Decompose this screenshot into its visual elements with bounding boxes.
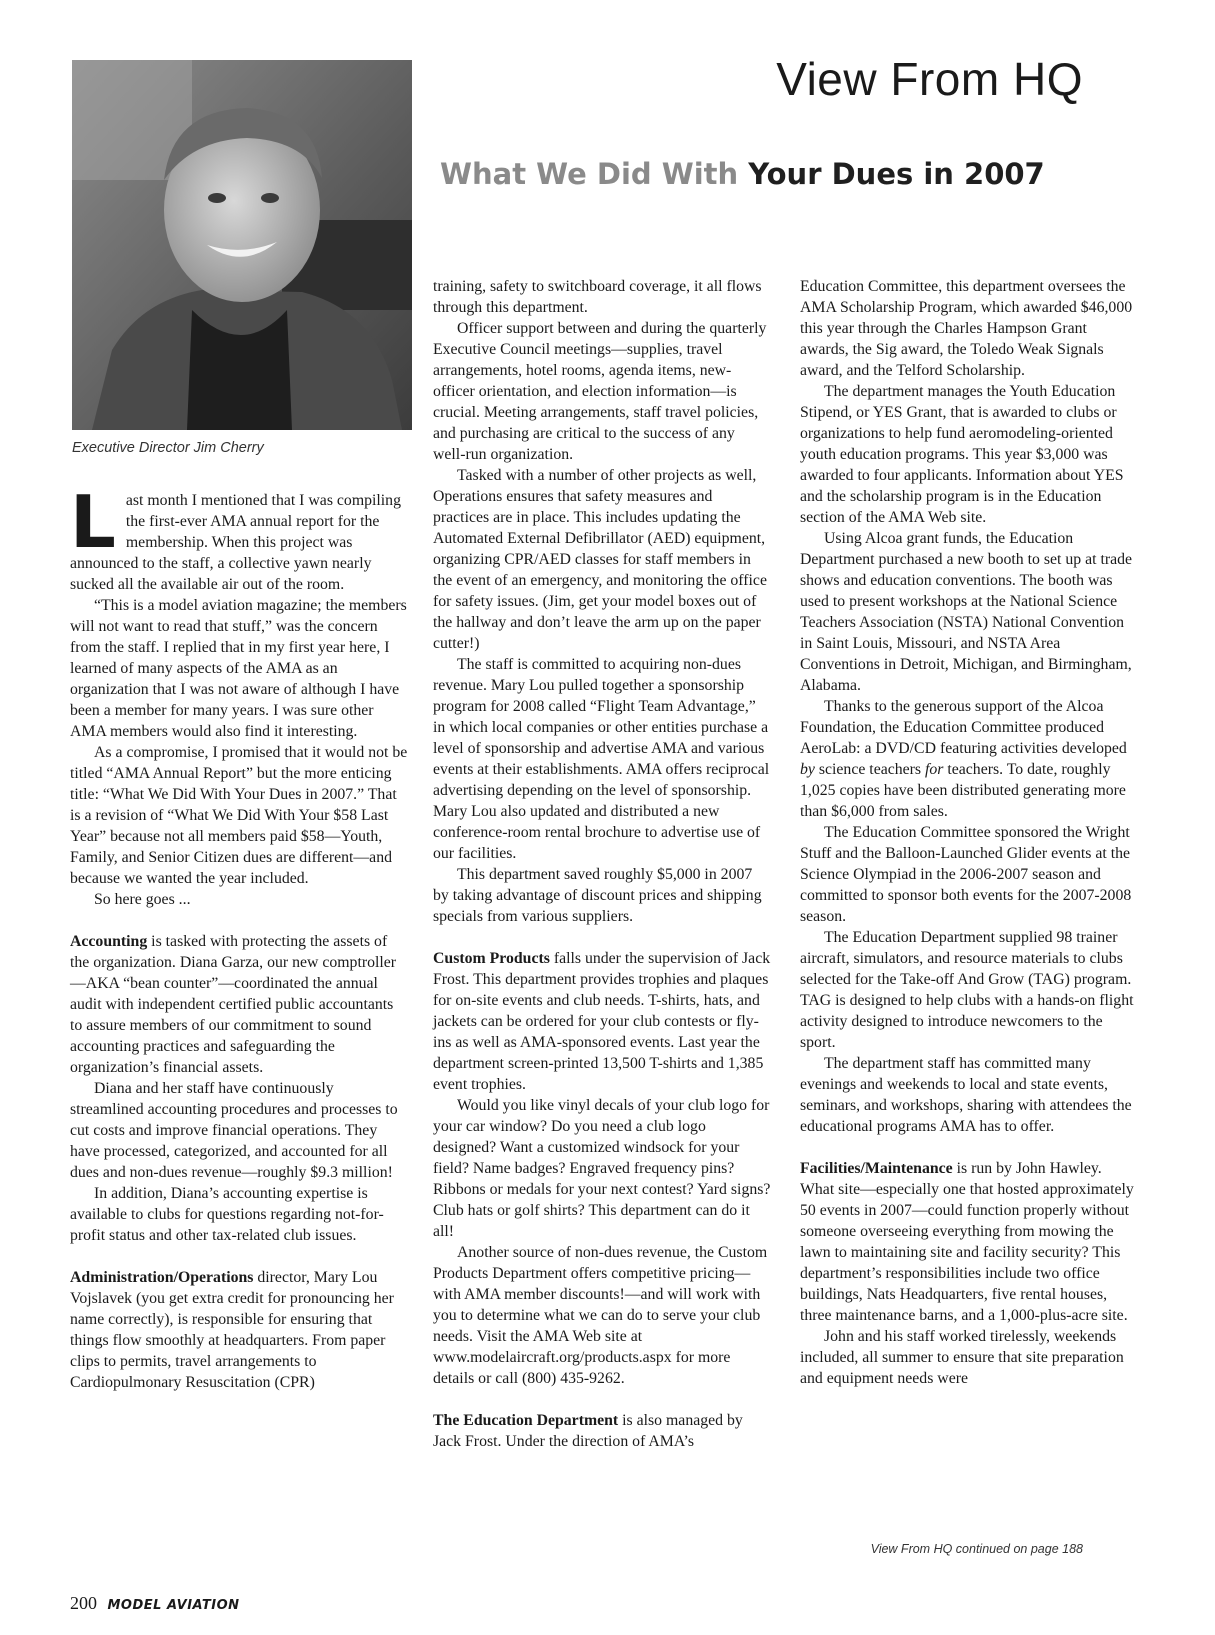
page-footer (70, 1593, 240, 1614)
subhead-administration: Administration/Operations (70, 1269, 254, 1286)
subhead-facilities: Facilities/Maintenance (800, 1160, 953, 1177)
article-column-3 (800, 276, 1138, 1389)
paragraph-custom-products: Custom Products falls under the supervision of Jack Frost. This department provides trophies and plaques for on-site events and club needs. T-shirts, hats, and jackets can be ordered for your club contests or fly-ins as well as AMA-sponsored events. Last year the department screen-printed 13,500 T-shirts and 1,385 event trophies. (433, 950, 771, 1093)
paragraph: The Education Department supplied 98 trainer aircraft, simulators, and resource materials to clubs selected for the Take-off And Grow (TAG) program. TAG is designed to help clubs with a hands-on flight activity designed to introduce newcomers to the sport. (800, 929, 1134, 1051)
section-title: View From HQ (776, 53, 1083, 105)
article-column-2 (433, 276, 771, 1452)
paragraph-education: The Education Department is also managed by Jack Frost. Under the direction of AMA’s (433, 1412, 743, 1450)
paragraph-facilities: Facilities/Maintenance is run by John Hawley. What site—especially one that hosted approximately 50 events in 2007—could function properly without someone overseeing everything from mowing the lawn to maintaining site and facility security? This department’s responsibilities include two office buildings, Nats Headquarters, five rental houses, three maintenance barns, and a 1,000-plus-acre site. (800, 1160, 1134, 1324)
paragraph: The department staff has committed many evenings and weekends to local and state events, seminars, and workshops, sharing with attendees the educational programs AMA has to offer. (800, 1055, 1132, 1135)
paragraph: The staff is committed to acquiring non-dues revenue. Mary Lou pulled together a sponsorship program for 2008 called “Flight Team Advantage,” in which local companies or other entities purchase a level of sponsorship and advertise AMA and various events at their establishments. AMA offers reciprocal advertising depending on the level of sponsorship. Mary Lou also updated and distributed a new conference-room rental brochure to advertise use of our facilities. (433, 656, 770, 862)
paragraph-administration: Administration/Operations director, Mary Lou Vojslavek (you get extra credit for pronouncing her name correctly), is responsible for ensuring that things flow smoothly at headquarters. From paper clips to permits, travel arrangements to Cardiopulmonary Resuscitation (CPR) (70, 1269, 394, 1391)
paragraph-accounting: Accounting is tasked with protecting the assets of the organization. Diana Garza, our new comptroller—AKA “bean counter”—coordinated the annual audit with independent certified public accountants to assure members of our commitment to sound accounting practices and safeguarding the organization’s financial assets. (70, 933, 397, 1076)
paragraph: In addition, Diana’s accounting expertise is available to clubs for questions regarding not-for-profit status and other tax-related club issues. (70, 1185, 384, 1244)
paragraph: Using Alcoa grant funds, the Education Department purchased a new booth to set up at trade shows and education conventions. The booth was used to present workshops at the National Science Teachers Association (NSTA) National Convention in Saint Louis, Missouri, and NSTA Area Conventions in Detroit, Michigan, and Birmingham, Alabama. (800, 530, 1133, 694)
paragraph: “This is a model aviation magazine; the members will not want to read that stuff,” was the concern from the staff. I replied that in my first year here, I learned of many aspects of the AMA as an organization that I was not aware of although I have been a member for many years. I was sure other AMA members would also find it interesting. (70, 597, 407, 740)
paragraph: Officer support between and during the quarterly Executive Council meetings—supplies, travel arrangements, hotel rooms, agenda items, new-officer orientation, and election information—is crucial. Meeting arrangements, staff travel policies, and purchasing are critical to the success of any well-run organization. (433, 320, 767, 463)
subhead-education: The Education Department (433, 1412, 619, 1429)
page-number: 200 (70, 1593, 97, 1613)
paragraph: Thanks to the generous support of the Alcoa Foundation, the Education Committee produced AeroLab: a DVD/CD featuring activities developed by science teachers for teachers. To date, roughly 1,025 copies have been distributed generating more than $6,000 from sales. (800, 698, 1127, 820)
paragraph: Tasked with a number of other projects as well, Operations ensures that safety measures and practices are in place. This includes updating the Automated External Defibrillator (AED) equipment, organizing CPR/AED classes for staff members in the event of an emergency, and monitoring the office for safety issues. (Jim, get your model boxes out of the hallway and don’t leave the arm up on the paper cutter!) (433, 467, 767, 652)
headline (440, 157, 1045, 191)
paragraph: training, safety to switchboard coverage, it all flows through this department. (433, 278, 762, 316)
paragraph: Last month I mentioned that I was compiling the first-ever AMA annual report for the membership. When this project was announced to the staff, a collective yawn nearly sucked all the available air out of the room. (70, 480, 401, 593)
paragraph: Would you like vinyl decals of your club logo for your car window? Do you need a club logo designed? Want a customized windsock for your field? Name badges? Engraved frequency pins? Ribbons or medals for your next contest? Yard signs? Club hats or golf shirts? This department can do it all! (433, 1097, 771, 1240)
drop-cap: L (70, 480, 116, 564)
paragraph: The department manages the Youth Education Stipend, or YES Grant, that is awarded to clubs or organizations to help fund aeromodeling-oriented youth education programs. This year $3,000 was awarded to four applicants. Information about YES and the scholarship program is in the Education section of the AMA Web site. (800, 383, 1124, 526)
paragraph: This department saved roughly $5,000 in 2007 by taking advantage of discount prices and shipping specials from various suppliers. (433, 866, 762, 925)
portrait-photo (72, 60, 412, 430)
paragraph: As a compromise, I promised that it would not be titled “AMA Annual Report” but the more enticing title: “What We Did With Your Dues in 2007.” That is a revision of “What We Did With Your $58 Last Year” because not all members paid $58—Youth, Family, and Senior Citizen dues are different—and because we wanted the year included. (70, 744, 408, 887)
paragraph: John and his staff worked tirelessly, weekends included, all summer to ensure that site preparation and equipment needs were (800, 1328, 1124, 1387)
portrait-illustration (72, 60, 412, 430)
headline-emphasis: Your Dues in 2007 (748, 157, 1045, 191)
subhead-accounting: Accounting (70, 933, 148, 950)
paragraph: Diana and her staff have continuously streamlined accounting procedures and processes to cut costs and improve financial operations. They have processed, categorized, and accounted for all dues and non-dues revenue—roughly $9.3 million! (70, 1080, 398, 1181)
magazine-name: MODEL AVIATION (107, 1598, 240, 1613)
headline-lead: What We Did With (440, 157, 739, 191)
photo-caption: Executive Director Jim Cherry (72, 440, 264, 456)
paragraph: The Education Committee sponsored the Wright Stuff and the Balloon-Launched Glider events at the Science Olympiad in the 2006-2007 season and committed to sponsor both events for the 2007-2008 season. (800, 824, 1132, 925)
paragraph: So here goes ... (94, 891, 191, 908)
subhead-custom-products: Custom Products (433, 950, 550, 967)
article-column-1 (70, 480, 408, 1393)
continued-note: View From HQ continued on page 188 (870, 1542, 1083, 1556)
paragraph: Education Committee, this department oversees the AMA Scholarship Program, which awarded $46,000 this year through the Charles Hampson Grant awards, the Sig award, the Toledo Weak Signals award, and the Telford Scholarship. (800, 278, 1133, 379)
paragraph: Another source of non-dues revenue, the Custom Products Department offers competitive pricing—with AMA member discounts!—and will work with you to determine what we can do to serve your club needs. Visit the AMA Web site at www.modelaircraft.org/products.aspx for more details or call (800) 435-9262. (433, 1244, 768, 1387)
